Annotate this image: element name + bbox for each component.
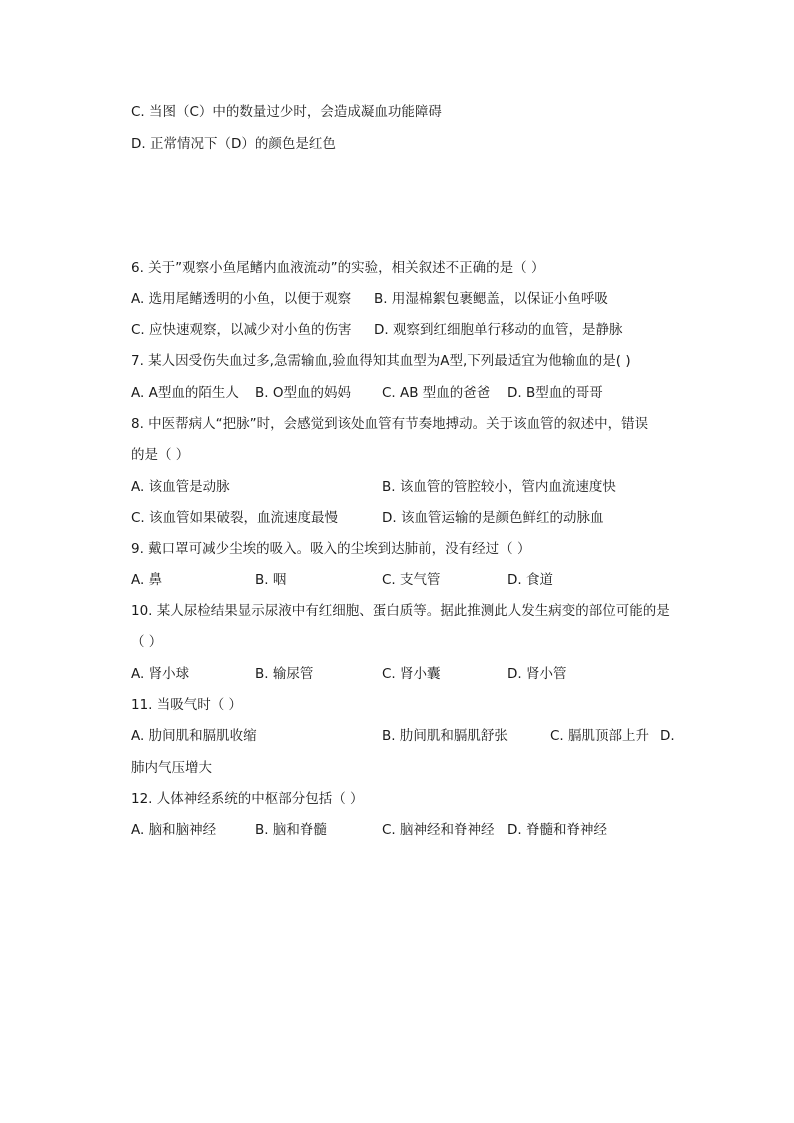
- q7-option-a: A. A型血的陌生人: [131, 385, 239, 401]
- q11-option-b: B. 肋间肌和膈肌舒张: [382, 728, 508, 744]
- q11-option-a: A. 肋间肌和膈肌收缩: [131, 728, 257, 744]
- q7-option-d: D. B型血的哥哥: [507, 385, 603, 401]
- q10-option-c: C. 肾小囊: [382, 666, 441, 682]
- q6-stem: 6. 关于”观察小鱼尾鳍内血液流动”的实验，相关叙述不正确的是（ ）: [131, 260, 545, 276]
- q11-stem: 11. 当吸气时（ ）: [131, 697, 243, 713]
- q7-option-b: B. O型血的妈妈: [255, 385, 351, 401]
- q12-option-d: D. 脊髓和脊神经: [507, 822, 607, 838]
- q8-option-d: D. 该血管运输的是颜色鲜红的动脉血: [382, 510, 604, 526]
- q6-option-b: B. 用湿棉絮包裹鳃盖，以保证小鱼呼吸: [374, 291, 608, 307]
- q11-option-c: C. 膈肌顶部上升: [550, 728, 650, 744]
- q6-option-c: C. 应快速观察，以减少对小鱼的伤害: [131, 322, 352, 338]
- q11-option-d-text: 肺内气压增大: [131, 760, 212, 776]
- q12-option-c: C. 脑神经和脊神经: [382, 822, 495, 838]
- q12-stem: 12. 人体神经系统的中枢部分包括（ ）: [131, 791, 364, 807]
- q10-stem-line-2: （ ）: [131, 634, 163, 650]
- q10-option-a: A. 肾小球: [131, 666, 190, 682]
- q8-option-b: B. 该血管的管腔较小，管内血流速度快: [382, 479, 616, 495]
- q9-stem: 9. 戴口罩可减少尘埃的吸入。吸入的尘埃到达肺前，没有经过（ ）: [131, 541, 531, 557]
- q9-option-b: B. 咽: [255, 572, 287, 588]
- q8-option-c: C. 该血管如果破裂，血流速度最慢: [131, 510, 339, 526]
- q5-option-c: C. 当图（C）中的数量过少时，会造成凝血功能障碍: [131, 104, 442, 120]
- q12-option-b: B. 脑和脊髓: [255, 822, 327, 838]
- q10-option-b: B. 输尿管: [255, 666, 314, 682]
- q8-option-a: A. 该血管是动脉: [131, 479, 230, 495]
- q6-option-d: D. 观察到红细胞单行移动的血管，是静脉: [374, 322, 623, 338]
- q9-option-c: C. 支气管: [382, 572, 441, 588]
- q8-stem-line-1: 8. 中医帮病人“把脉”时，会感觉到该处血管有节奏地搏动。关于该血管的叙述中，错误: [131, 416, 649, 432]
- q9-option-d: D. 食道: [507, 572, 553, 588]
- q10-stem-line-1: 10. 某人尿检结果显示尿液中有红细胞、蛋白质等。据此推测此人发生病变的部位可能的是: [131, 603, 670, 619]
- q9-option-a: A. 鼻: [131, 572, 163, 588]
- q8-stem-line-2: 的是（ ）: [131, 447, 190, 463]
- q11-option-d-letter: D.: [660, 728, 675, 744]
- q6-option-a: A. 选用尾鳍透明的小鱼，以便于观察: [131, 291, 352, 307]
- q7-stem: 7. 某人因受伤失血过多,急需输血,验血得知其血型为A型,下列最适宜为他输血的是( ): [131, 353, 631, 369]
- q10-option-d: D. 肾小管: [507, 666, 567, 682]
- q7-option-c: C. AB 型血的爸爸: [382, 385, 491, 401]
- q5-option-d: D. 正常情况下（D）的颜色是红色: [131, 136, 336, 152]
- q12-option-a: A. 脑和脑神经: [131, 822, 217, 838]
